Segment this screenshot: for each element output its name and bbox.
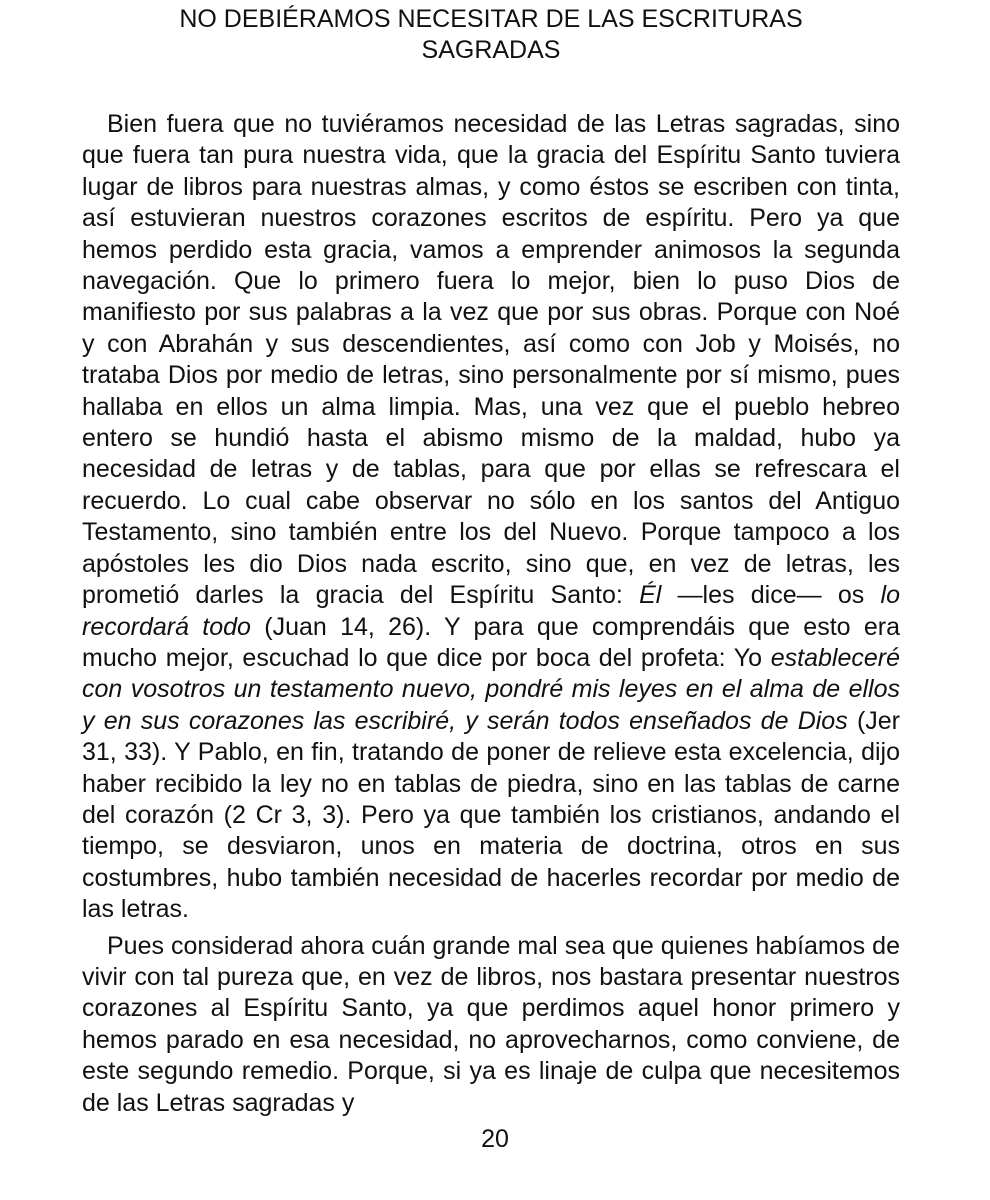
text-run: Pues considerad ahora cuán grande mal sea que quienes habíamos de vivir con tal pureza que, en vez de libros, nos bastara presentar nuestros corazones al Espíritu Santo, ya que perdimos aquel honor primero y hemos parado en esa necesidad, no aprovecharnos, como conviene, de este segundo remedio. Porque, si ya es linaje de culpa que necesitemos de las Letras sagradas y xyxy=(82,931,900,1117)
title-line-2: SAGRADAS xyxy=(421,36,561,64)
text-run: Bien fuera que no tuviéramos necesidad de las Letras sagradas, sino que fuera tan pura nuestra vida, que la gracia del Espíritu Santo tuviera lugar de libros para nuestras almas, y como éstos se escriben con tinta, así estuvieran nuestros corazones escritos de espíritu. Pero ya que hemos perdido esta gracia, vamos a emprender animosos la segunda navegación. Que lo primero fuera lo mejor, bien lo puso Dios de manifiesto por sus palabras a la vez que por sus obras. Porque con Noé y con Abrahán y sus descendientes, así como con Job y Moisés, no trataba Dios por medio de letras, sino personalmente por sí mismo, pues hallaba en ellos un alma limpia. Mas, una vez que el pueblo hebreo entero se hundió hasta el abismo mismo de la maldad, hubo ya necesidad de letras y de tablas, para que por ellas se refrescara el recuerdo. Lo cual cabe observar no sólo en los santos del Antiguo Testamento, sino también entre los del Nuevo. Porque tampoco a los apóstoles les dio Dios nada escrito, sino que, en vez de letras, les prometió darles la gracia del Espíritu Santo: xyxy=(82,110,900,610)
page-number: 20 xyxy=(481,1125,509,1153)
italic-run: Él xyxy=(639,581,662,610)
paragraph-2 xyxy=(82,931,900,1119)
italic-run: estableceré con vosotros un testamento nuevo, pondré mis leyes en el alma de ellos y en sus corazones las escribiré, y serán todos enseñados de Dios xyxy=(82,643,900,735)
title-line-1: NO DEBIÉRAMOS NECESITAR DE LAS ESCRITURAS xyxy=(179,5,803,33)
text-run: (Jer 31, 33). Y Pablo, en fin, tratando de poner de relieve esta excelencia, dijo haber recibido la ley no en tablas de piedra, sino en las tablas de carne del corazón (2 Cr 3, 3). Pero ya que también los cristianos, andando el tiempo, se desviaron, unos en materia de doctrina, otros en sus costumbres, hubo también necesidad de hacerles recordar por medio de las letras. xyxy=(82,706,900,924)
text-run: (Juan 14, 26). Y para que comprendáis que esto era mucho mejor, escuchad lo que dice por boca del profeta: Yo xyxy=(82,612,900,672)
page-title xyxy=(82,4,900,66)
text-run: —les dice— os xyxy=(661,581,881,610)
body-text xyxy=(82,109,900,1124)
paragraph-1 xyxy=(82,109,900,926)
italic-run: lo recordará todo xyxy=(82,581,900,641)
